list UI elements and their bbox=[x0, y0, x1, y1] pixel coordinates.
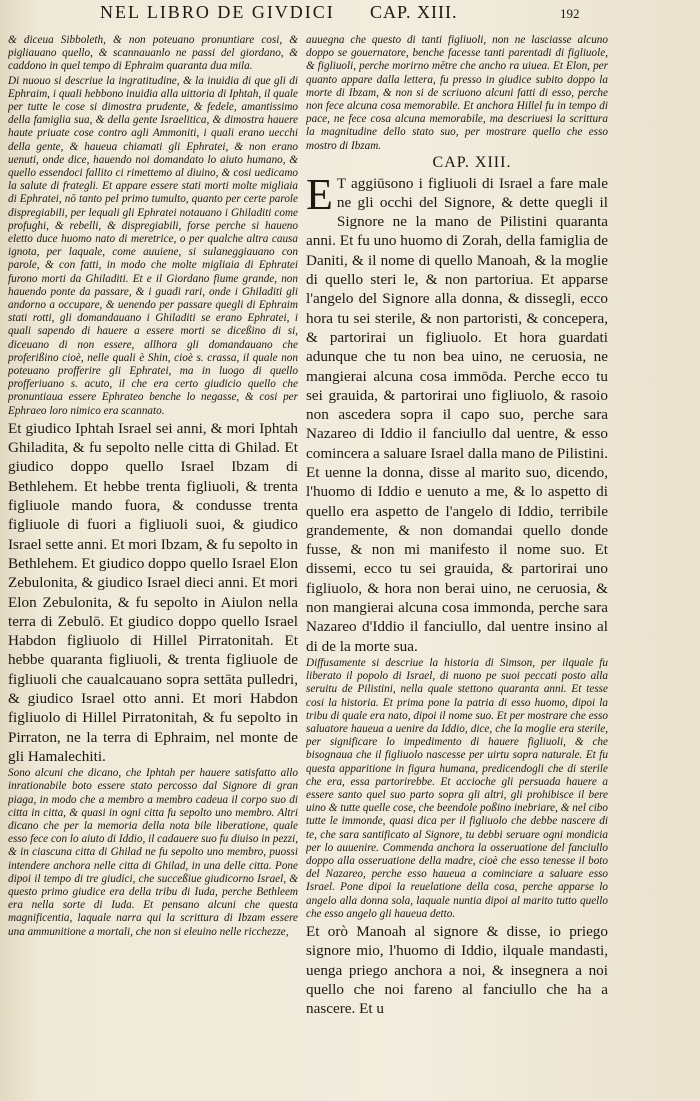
commentary-paragraph: Di nuouo si descriue la ingratitudine, & la inuidia di que gli di Ephraim, i quali hebbono inuidia alla uittoria di Iphtah, il quale per tutte le cose si dimostra prudente, & fedele, amantissimo della famiglia sua, & della gente Israelitica, & dimostra hauere haute priuate cose contro agli Ammoniti, i quali erano uecchi della gente, & haueua chiamati gli Ephratei, & non erano uenuti, onde dice, hauendo noi domandato lo aiuto humano, & quello essendoci fallito ci rimettemo al diuino, & cosi uedicamo la salute di frategli. Et appare essere stati morti molte migliaia di Ephratei, nō tanto pel primo tumulto, quanto per certe parole dispregiabili, per lequali gli Ephratei notauano i Ghiladiti come profughi, & rebelli, & dispregiabili, forse perche si haueno eletto duce huomo nato di meretrice, o per qualche altra causa ignota, per laquale, come auuiene, si sulaneggiauano con parole, & con fatti, in modo che molte migliaia di Ephratei furono morti da Ghiladiti. Et e il Giordano fiume grande, non hauendo ponte da passare, & i guadi rari, onde i Ghiladiti gli andorno a occupare, & uenendo per passare quegli di Ephraim stati rotti, gli domandauano i Ghiladiti se erano Ephratei, i quali sapendo di hauere a essere morti se diceßino di si, diceuano di non essere, allhora gli domandauano che proferißino cioè, nelle quali è Shin, cioè s. crassa, il quale non poteuano profferire gli Ephratei, ma in luogo di quello profferiuano s. acuto, il che era certo giudicio quello che pronuntiaua essere Ephrateo benche lo negasse, & cosi per Ephraeo loro nimico era scannato. bbox=[8, 74, 298, 417]
scripture-paragraph: Et orò Manoah al signore & disse, io priego signore mio, l'huomo di Iddio, ilquale mandasti, uenga priego anchora a noi, & insegnera a noi quello che noi fareno al fanciullo che ha a nascere. Et u bbox=[306, 923, 608, 1018]
scripture-paragraph bbox=[306, 169, 608, 656]
folio-number: 192 bbox=[560, 6, 580, 21]
commentary-paragraph: Sono alcuni che dicano, che Iphtah per hauere satisfatto allo inrationabile boto essere stato percosso dal Signore di gran piaga, in modo che a membro a membro cadeua il corpo suo di citta in citta, & quasi in ogni citta fu sepolto uno membro. Altri dicano che per la memoria della nota bile liberatione, quale esso fece con lo aiuto di Iddio, il cadauere suo fu diuiso in pezzi, & in ciascuna citta di Ghilad ne fu sepolto uno membro, puossi intendere anchora nelle citta di Ghilad, in una delle citta. Pone dipoi il tempo di tre giudici, che succeßiue giudicorno Israel, & questo primo giudice era della tribu di Iuda, perche Bethleem era nella sorte di Iuda. Et pensano alcuni che questa magnificentia, laquale narra qui la scrittura di Ibzam essere una ammunitione a mortali, che non si eleuino nelle ricchezze, bbox=[8, 767, 298, 938]
chapter-heading: CAP. XIII. bbox=[432, 153, 512, 171]
left-column bbox=[8, 34, 298, 1074]
scripture-paragraph: Et giudico Iphtah Israel sei anni, & mori Iphtah Ghiladita, & fu sepolto nelle citta di Ghilad. Et giudico doppo quello Israel Ibzam di Bethlehem. Et hebbe trenta figliuoli, & trenta figliuole mando fuora, & condusse trenta figliuole di fuori a figliuoli suoi, & giudico Israel sette anni. Et mori Ibzam, & fu sepolto in Bethlehem. Et giudico doppo quello Israel Elon Zebulonita, & giudico Israel dieci anni. Et mori Elon Zebulonita, & fu sepolto in Aiulon nella terra di Zebulō. Et giudico doppo quello Israel Habdon figliuolo di Hillel Pirratonitah. Et hebbe quaranta figliuoli, & trenta figliuole de figliuoli che caualcauano sopra settāta pulledri, & giudico Israel otto anni. Et mori Habdon figliuolo di Hillel Pirratonitah, & fu sepolto in Pirraton, ne la terra di Ephraim, nel monte de gli Hamalechiti. bbox=[8, 419, 298, 765]
right-column bbox=[306, 34, 608, 1084]
running-title: NEL LIBRO DE GIVDICI bbox=[100, 2, 335, 22]
commentary-paragraph: Diffusamente si descriue la historia di Simson, per ilquale fu liberato il popolo di Israel, di nuono pe suoi peccati posto alla seruitu de Pilistini, nella quale stettono quaranta anni. Et tesse cosi la historia. Et prima pone la patria di esso huomo, dipoi la tribu di quale era nato, dipoi il nome suo. Et per mostrare che esso saluatore haueua a uenire da Iddio, dice, che la moglie era sterile, per significare lo impedimento di hauere figliuoli, & che bisognaua che il figliuolo nascesse per uirtu sopra naturale. Et fu questa apparitione in figura humana, predicendogli che di sterile che era, essa partorirebbe. Et accioche gli persuada hauere a essere santo quel suo parto sopra gli altri, gli prohibisce il bere uino & tutte quelle cose, che beendole poßino inebriare, & nel cibo tutte le immonde, quasi dica per il figliuolo che debbe nascere di te, che sara santificato al Signore, tu debbi seruare ogni mondicia per lo auuenire. Commenda anchora la osseruatione del fanciullo doppo alla osseruatione della madre, cioè che esso tenesse il boto del Nazareo, perche esso haueua a cominciare a saluare esso Israel. Pone dipoi la reuelatione della cosa, perche apparse lo angelo alla donna sola, laquale nuntia dipoi al marito tutto quello che esso angelo gli haueua detto. bbox=[306, 656, 608, 920]
running-header bbox=[100, 2, 580, 32]
drop-cap-initial: E bbox=[306, 169, 333, 219]
commentary-paragraph: auuegna che questo di tanti figliuoli, non ne lasciasse alcuno doppo se gouernatore, benche facesse tanti parentadi di figliuole, & figliuoli, perche morirno mētre che ancho ra uiuea. Et Elon, per quanto appare dalla lettera, fu presso in giudice subito doppo la morte di Ibzam, & non si de scriuono alcuni fatti di esso, perche non fece alcuna cosa memorabile. Et anchora Hillel fu in tempo di pace, ne fece cosa alcuna memorabile, ma descriuesi la scrittura la magnitudine dello stato suo, per mostrare quello che esso mostro di Ibzam. bbox=[306, 34, 608, 152]
commentary-paragraph: & diceua Sibboleth, & non poteuano pronuntiare cosi, & pigliauano quello, & scannauanlo ne passi del giordano, & caddono in quel tempo di Ephraim quaranta dua mila. bbox=[8, 34, 298, 73]
scripture-text: T aggiūsono i figliuoli di Israel a fare male ne gli occhi del Signore, & dette quegli il Signore ne la mano de Pilistini quaranta anni. Et fu uno huomo di Zorah, della famiglia de Daniti, & il nome di quello Manoah, & la moglie di quello steri le, & non partoriua. Et apparse l'angelo del Signore alla donna, & dissegli, ecco hora tu sei sterile, & non partoristi, & concepera, & partorirai un figliuolo. Et hora guardati adunque che tu non bea uino, ne ceruosia, ne mangierai alcuna cosa immōda. Perche ecco tu sei grauida, & partorirai uno figliuolo, & rasoio non ascedera sopra il capo suo, perche sara Nazareo di Iddio il fanciullo dal uentre, & esso comincera a saluare Israel dalla mano de Pilistini. Et uenne la donna, disse al marito suo, dicendo, l'huomo di Iddio e uenuto a me, & lo aspetto di quello era aspetto de l'angelo di Iddio, terribile grandemente, & non domandai quello donde fusse, & non mi manifesto il nome suo. Et dissemi, ecco tu sei grauida, & partorirai uno figliuolo, & hora non berai uino, ne ceruosia, & non mangierai alcuna cosa immonda, perche sara Nazareo d'Iddio il fanciullo, dal uentre insino al di de la morte sua. bbox=[306, 174, 608, 655]
running-chapter: CAP. XIII. bbox=[370, 2, 458, 22]
